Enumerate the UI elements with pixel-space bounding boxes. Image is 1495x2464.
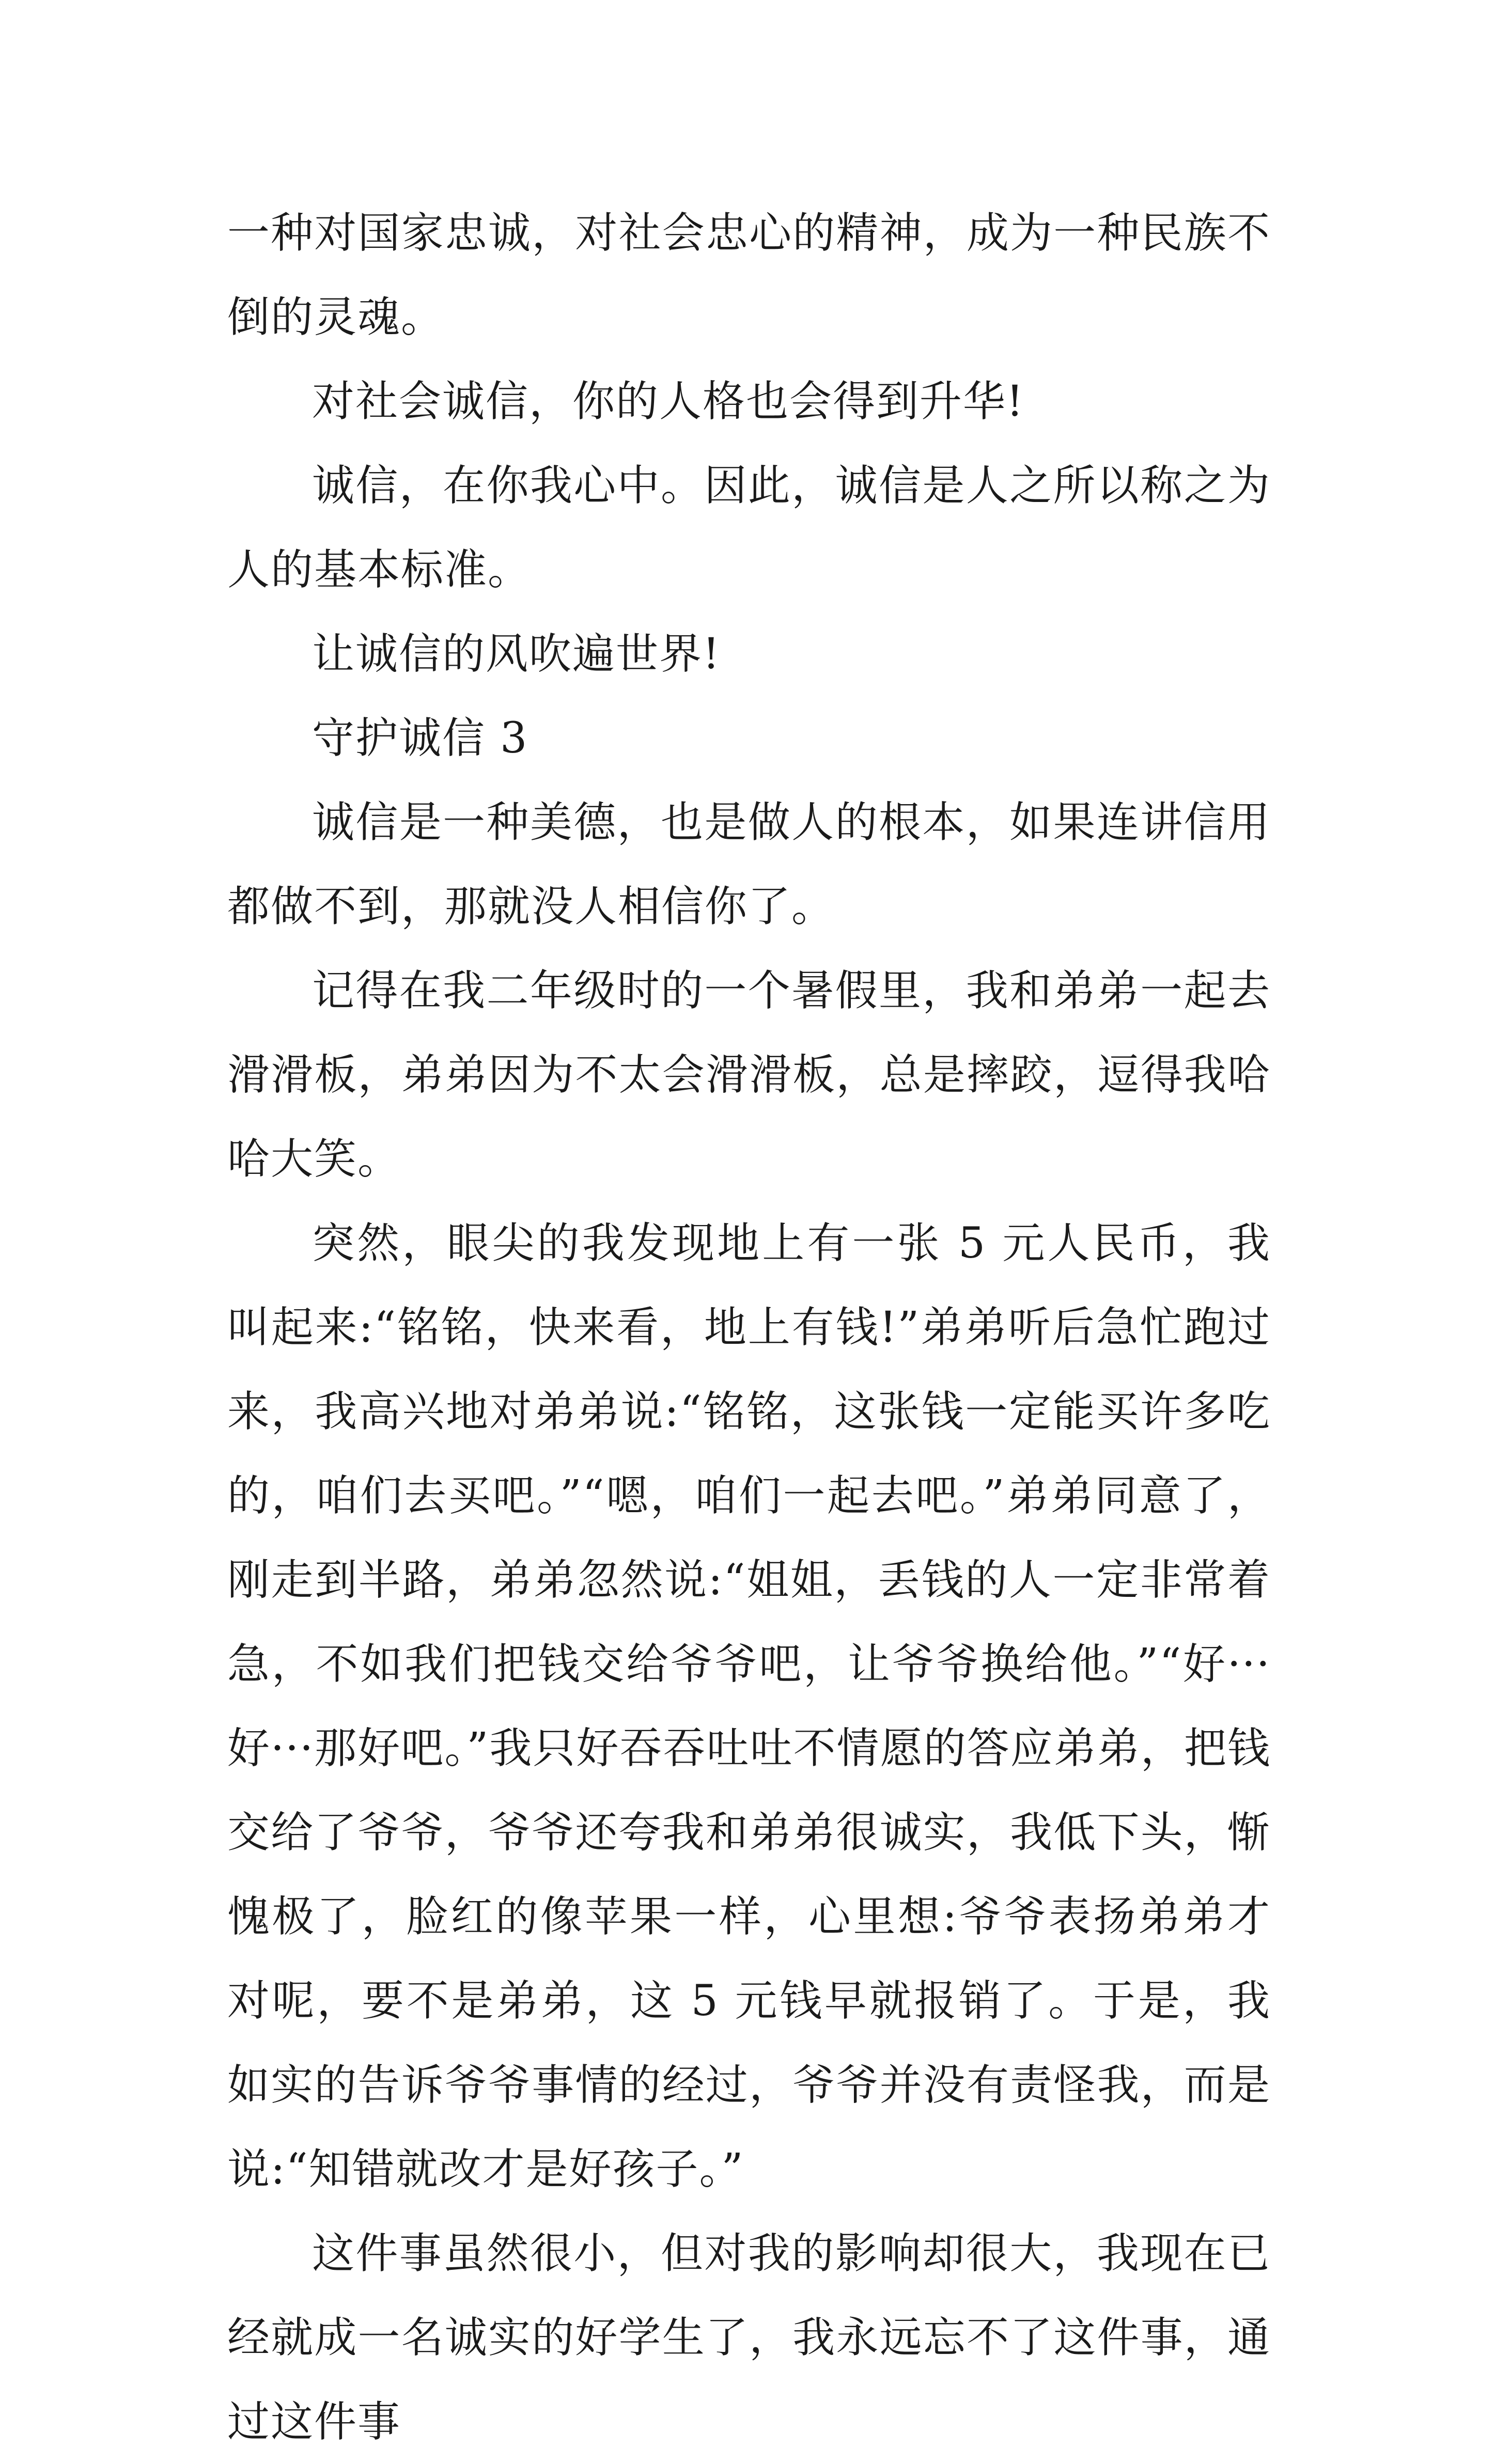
paragraph: 让诚信的风吹遍世界! (312, 630, 721, 679)
paragraph: 对社会诚信，你的人格也会得到升华! (312, 377, 1024, 426)
paragraph-continuation: 一种对国家忠诚，对社会忠心的精神，成为一种民族不倒的灵魂。 (227, 209, 1271, 342)
section-heading: 守护诚信 3 (312, 714, 528, 763)
paragraph: 记得在我二年级时的一个暑假里，我和弟弟一起去滑滑板，弟弟因为不太会滑滑板，总是摔跤，逗得我哈哈大笑。 (227, 966, 1271, 1184)
paragraph: 诚信，在你我心中。因此，诚信是人之所以称之为人的基本标准。 (227, 461, 1271, 594)
paragraph: 突然，眼尖的我发现地上有一张 5 元人民币，我叫起来:“铭铭，快来看，地上有钱!”弟弟听后急忙跑过来，我高兴地对弟弟说:“铭铭，这张钱一定能买许多吃的，咱们去买吧。”“嗯，咱们一起去吧。”弟弟同意了，刚走到半路，弟弟忽然说:“姐姐，丢钱的人一定非常着急，不如我们把钱交给爷爷吧，让爷爷换给他。”“好···好···那好吧。”我只好吞吞吐吐不情愿的答应弟弟，把钱交给了爷爷，爷爷还夸我和弟弟很诚实，我低下头，惭愧极了，脸红的像苹果一样，心里想:爷爷表扬弟弟才对呢，要不是弟弟，这 5 元钱早就报销了。于是，我如实的告诉爷爷事情的经过，爷爷并没有责怪我，而是说:“知错就改才是好孩子。” (227, 1219, 1271, 2194)
paragraph: 这件事虽然很小，但对我的影响却很大，我现在已经就成一名诚实的好学生了，我永远忘不了这件事，通过这件事 (227, 2229, 1271, 2446)
document-body (227, 191, 1271, 2464)
paragraph: 诚信是一种美德，也是做人的根本，如果连讲信用都做不到，那就没人相信你了。 (227, 798, 1271, 931)
